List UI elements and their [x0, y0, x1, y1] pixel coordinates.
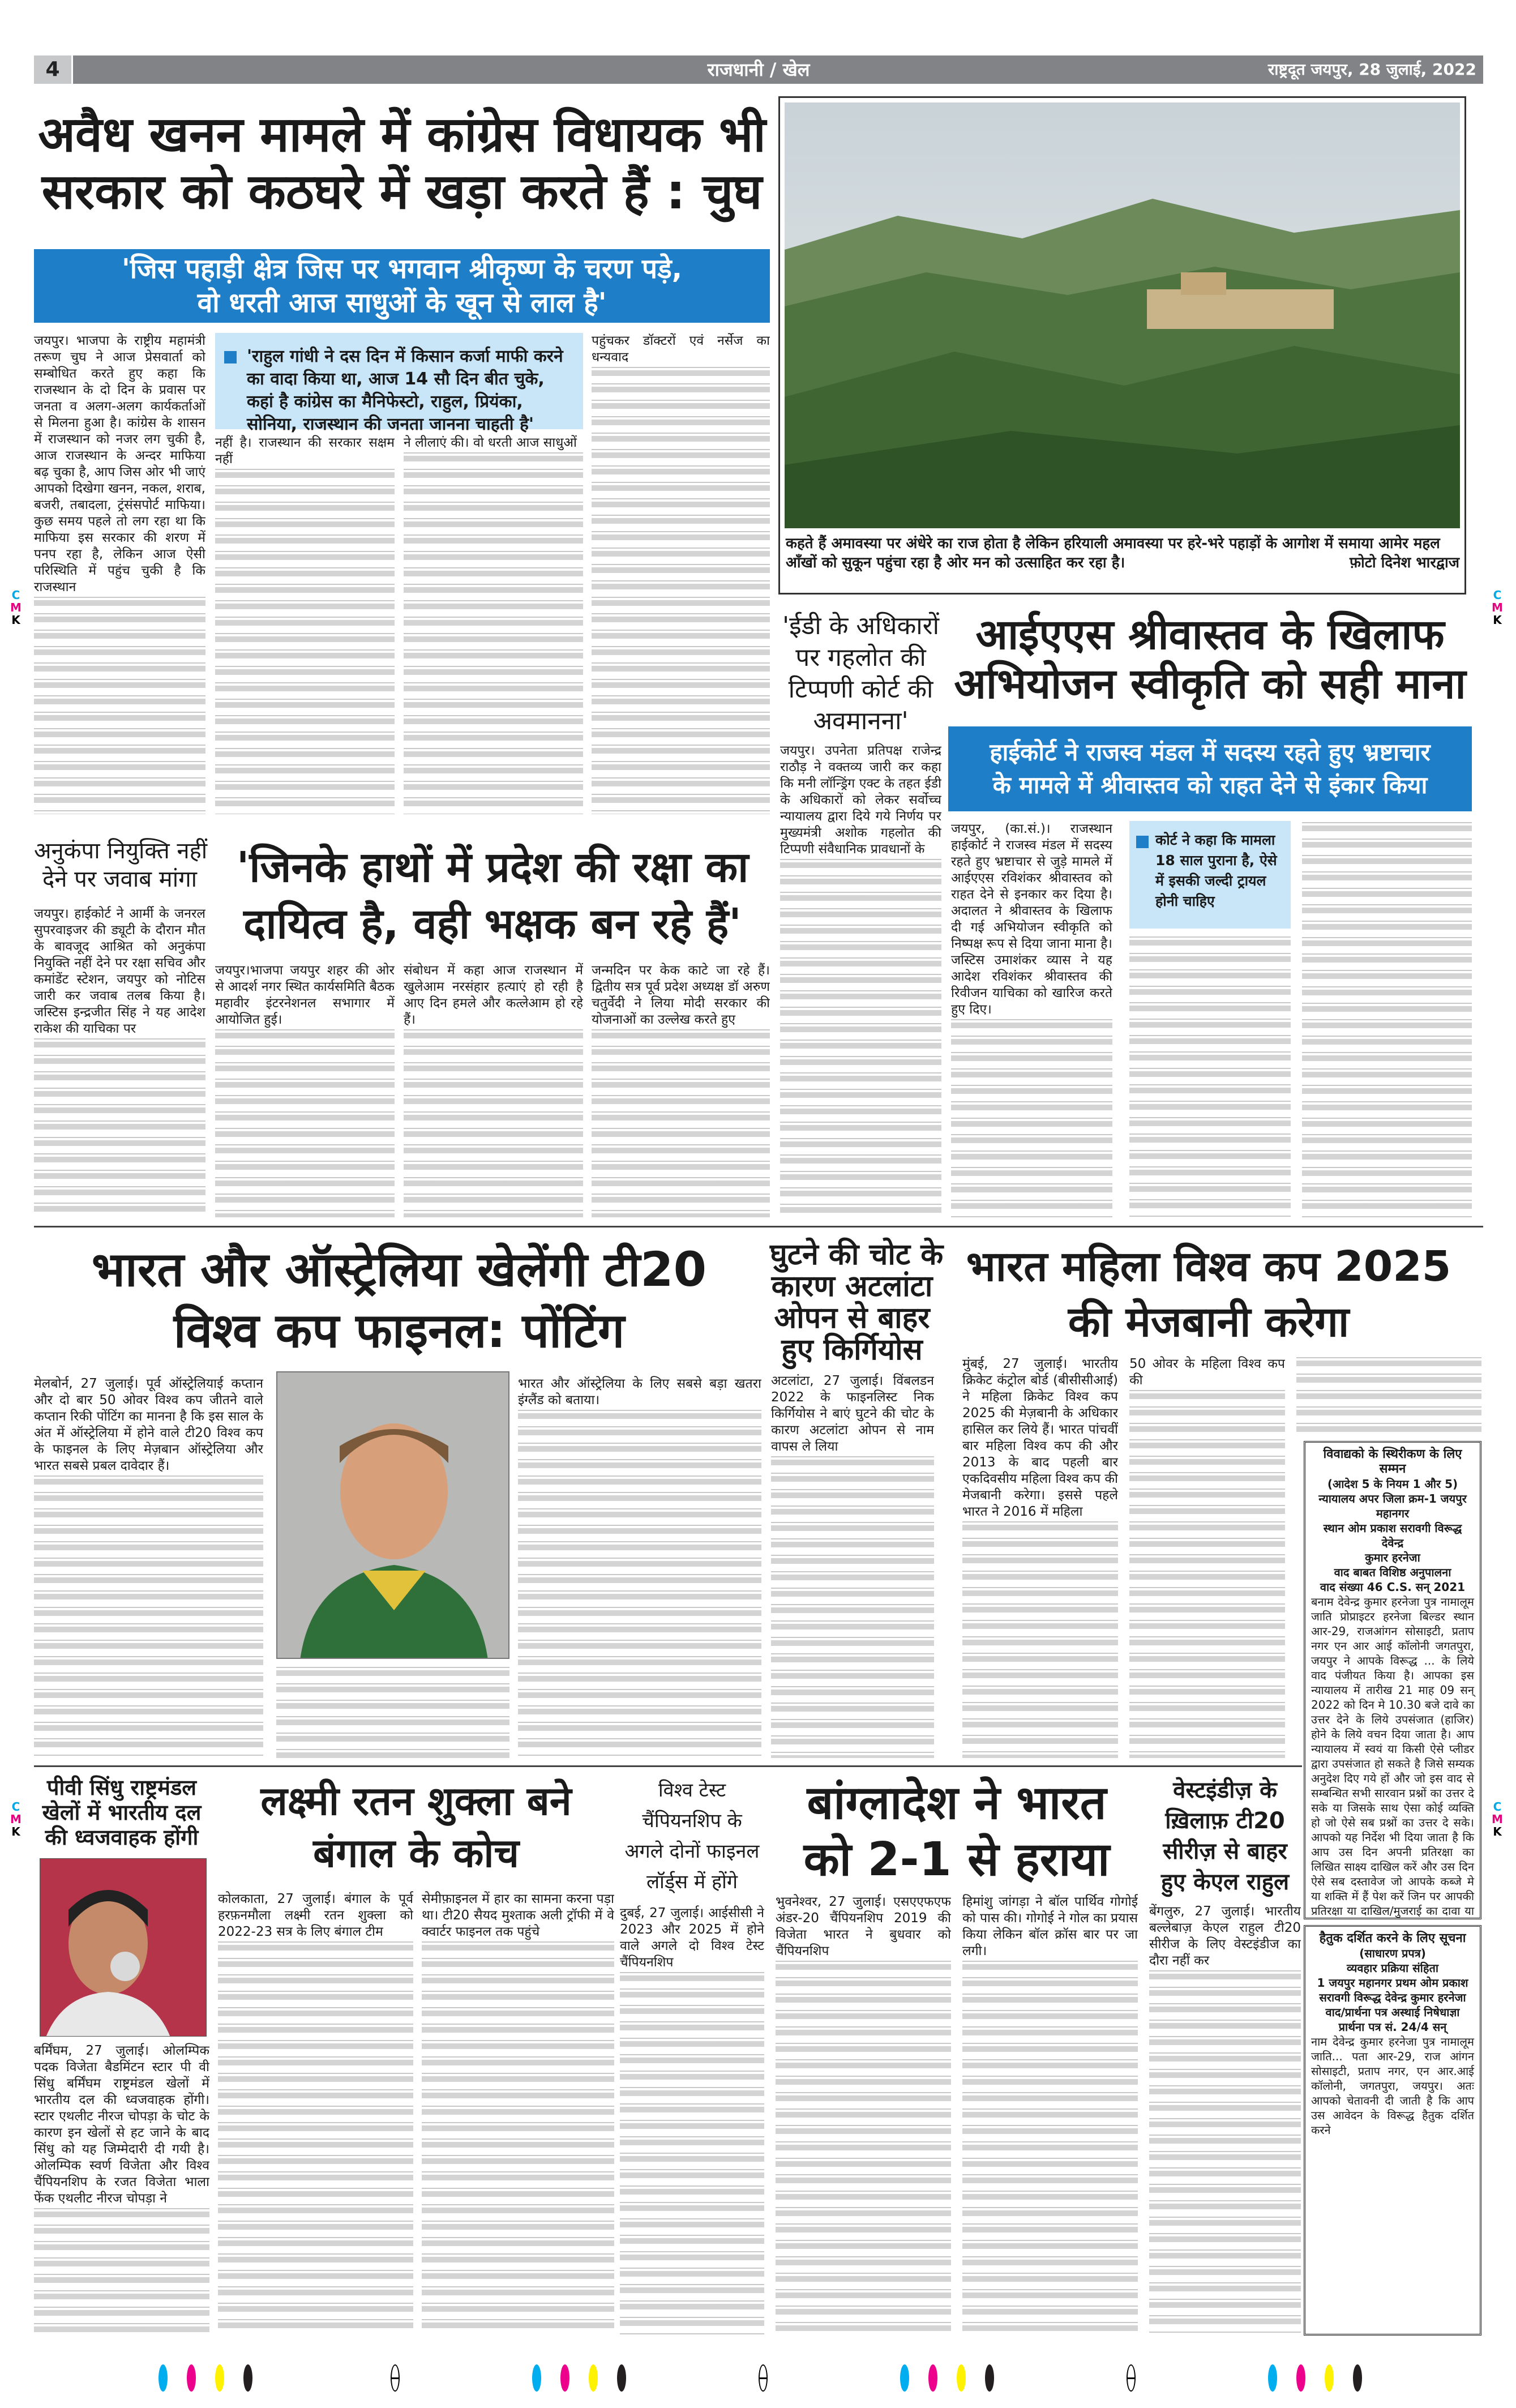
- notice-line: न्यायालय अपर जिला क्रम-1 जयपुर महानगर: [1318, 1492, 1467, 1520]
- headline-line: 'जिनके हाथों में प्रदेश की रक्षा का: [236, 843, 749, 892]
- headline-line: लक्ष्मी रतन शुक्ला बने: [260, 1778, 572, 1824]
- registration-target-icon: [1127, 2364, 1136, 2392]
- body-text-continued: [1129, 936, 1291, 1217]
- page-number: 4: [34, 55, 73, 84]
- bullet-square-icon: [1136, 836, 1149, 848]
- notice-line: वाद/प्रार्थना पत्र अस्थाई निषेधाज्ञा: [1325, 2005, 1460, 2019]
- section-divider: [34, 1226, 1483, 1227]
- sindhu-headline: [34, 1775, 209, 1850]
- body-text-continued: [34, 1038, 205, 1217]
- headline-line: भारत महिला विश्व कप 2025: [966, 1242, 1451, 1291]
- ink-swatch: [617, 2364, 626, 2392]
- body-text: हिमांशु जांगड़ा ने बॉल पार्थिव गोगोई को पास की। गोगोई ने गोल का प्रयास किया लेकिन बॉल क्रॉस बार पर जा लगी।: [962, 1894, 1138, 1958]
- body-text: बर्मिंघम, 27 जुलाई। ओलम्पिक पदक विजेता बैडमिंटन स्टार पी वी सिंधु बर्मिंघम राष्ट्रमंडल खेलों में भारतीय दल की ध्वजवाहक होंगी। स्टार एथलीट नीरज चोपड़ा के चोट के कारण इन खेलों से हट जाने के बाद सिंधु को यह जिम्मेदारी दी गयी है। ओलम्पिक स्वर्ण विजेता और विश्व चैंपियनशिप के रजत विजेता भाला फेंक एथलीट नीरज चोपड़ा ने: [34, 2043, 209, 2206]
- ponting-col-3: [518, 1376, 761, 1758]
- jinke-col-1: [215, 963, 395, 1217]
- notice-body: नाम देवेन्द्र कुमार हरनेजा पुत्र नामालूम जाति... पता आर-29, राज आंगन सोसाइटी, प्रताप नगर, एन आर.आई कॉलोनी, जगतपुरा, जयपुर। अतः आपको चेतावनी दी जाती है कि आप उस आवेदन के विरूद्ध हैतुक दर्शित करने: [1311, 2035, 1474, 2137]
- body-text: भुवनेश्वर, 27 जुलाई। एसएएफएफ अंडर-20 चैंपियनशिप 2019 की विजेता भारत ने बुधवार को चैंपियनशिप: [776, 1894, 951, 1958]
- headline-line: हुए किर्गियोस: [781, 1333, 923, 1367]
- section-divider: [34, 1765, 1302, 1767]
- body-text: नहीं है। राजस्थान की सरकार सक्षम नहीं: [215, 435, 395, 467]
- ink-swatch: [159, 2364, 168, 2392]
- ed-body: [780, 743, 941, 1218]
- cmk-registration-mark: [10, 589, 22, 626]
- banner-line: 'जिस पहाड़ी क्षेत्र जिस पर भगवान श्रीकृष्ण के चरण पड़े,: [121, 253, 683, 285]
- body-text: जन्मदिन पर केक काटे जा रहे हैं। द्वितीय सत्र पूर्व प्रदेश अध्यक्ष डॉ अरुण चतुर्वेदी ने लिया मोदी सरकार की योजनाओं का उल्लेख करते हुए: [592, 963, 770, 1027]
- ias-pull-quote: [1129, 821, 1291, 929]
- chugh-col-4: [592, 333, 770, 814]
- kyrgios-body: [771, 1373, 934, 1758]
- ponting-col-1: [34, 1376, 263, 1758]
- headline-line: कारण अटलांटा: [771, 1269, 933, 1303]
- cmk-letter: C: [11, 588, 20, 602]
- pv-sindhu-portrait: [40, 1859, 207, 2037]
- jinke-headline: [215, 839, 770, 952]
- ias-col-1: [951, 821, 1112, 1217]
- notice-line: (साधारण प्रपत्र): [1359, 1947, 1426, 1960]
- ink-swatch: [1296, 2364, 1305, 2392]
- cmk-letter: M: [10, 601, 22, 614]
- ink-swatch: [957, 2364, 966, 2392]
- wtc-body: [620, 1905, 764, 2334]
- body-text-continued: [776, 1961, 951, 2334]
- body-text-continued: [592, 367, 770, 814]
- ponting-headline: [34, 1239, 764, 1361]
- body-text: मेलबोर्न, 27 जुलाई। पूर्व ऑस्ट्रेलियाई कप्तान और दो बार 50 ओवर विश्व कप जीतने वाले कप्तान रिकी पोंटिंग का मानना है कि इस साल के अंत में ऑस्ट्रेलिया में होने वाले टी20 विश्व कप के फाइनल के लिए मेज़बान ऑस्ट्रेलिया और भारत सबसे प्रबल दावेदार हैं।: [34, 1376, 263, 1473]
- body-text-continued: [34, 1475, 263, 1758]
- pull-quote-text: कोर्ट ने कहा कि मामला 18 साल पुराना है, ऐसे में इसकी जल्दी ट्रायल होनी चाहिए: [1155, 832, 1277, 909]
- body-text-continued: [218, 1941, 413, 2334]
- body-text-continued: [592, 1029, 770, 1217]
- body-text: जयपुर।भाजपा जयपुर शहर की ओर से आदर्श नगर स्थित कार्यसमिति बैठक महावीर इंटरनेशनल सभागार में आयोजित हुई।: [215, 963, 395, 1027]
- anukampa-headline: [34, 837, 208, 893]
- notice-line: कुमार हरनेजा: [1365, 1551, 1420, 1564]
- notice-title: हैतुक दर्शित करने के लिए सूचना: [1319, 1931, 1466, 1945]
- cmk-letter: M: [1492, 1812, 1503, 1826]
- body-text-continued: [962, 1521, 1118, 1758]
- chugh-col-2: [215, 435, 395, 814]
- ias-col-2: [1129, 935, 1291, 1217]
- laxmi-col-1: [218, 1891, 413, 2334]
- ias-col-3: [1302, 821, 1472, 1217]
- ed-headline: [780, 610, 941, 737]
- body-text-continued: [1302, 822, 1472, 1217]
- headline-line: चैंपियनशिप के: [642, 1810, 742, 1832]
- body-text: भारत और ऑस्ट्रेलिया के लिए सबसे बड़ा खतरा इंग्लैंड को बताया।: [518, 1376, 761, 1408]
- headline-line: पीवी सिंधु राष्ट्रमंडल: [46, 1775, 197, 1800]
- body-text: संबोधन में कहा आज राजस्थान में खुलेआम नरसंहार हत्याएं हो रही है आए दिन हमले और कत्लेआम हो रहे हैं।: [404, 963, 583, 1027]
- body-text: जयपुर। उपनेता प्रतिपक्ष राजेन्द्र राठौड़ ने वक्तव्य जारी कर कहा कि मनी लॉन्ड्रिंग एक्ट के तहत ईडी के अधिकारों को लेकर सर्वोच्च न्यायालय द्वारा दिये गये निर्णय पर मुख्यमंत्री अशोक गहलोत की टिप्पणी संवैधानिक प्रावधानों के: [780, 743, 941, 857]
- rahul-headline: [1149, 1775, 1301, 1897]
- headline-line: विश्व कप फाइनल: पोंटिंग: [173, 1303, 625, 1358]
- headline-line: अगले दोनों फाइनल: [624, 1840, 760, 1863]
- legal-notice-show-cause: [1304, 1925, 1481, 2336]
- body-text-continued: [34, 597, 205, 814]
- banner-line: वो धरती आज साधुओं के खून से लाल है': [197, 287, 607, 319]
- ink-swatch: [187, 2364, 196, 2392]
- edition-date: राष्ट्रदूत जयपुर, 28 जुलाई, 2022: [1267, 60, 1476, 79]
- body-text-continued: [1296, 1357, 1481, 1435]
- body-text-continued: [1149, 1970, 1301, 2334]
- headline-line: देने पर जवाब मांगा: [42, 866, 197, 892]
- body-text: जयपुर। हाईकोर्ट ने आर्मी के जनरल सुपरवाइजर की ड्यूटी के दौरान मौत के बावजूद आश्रित को अनुकंपा नियुक्ति नहीं देने पर रक्षा सचिव और कमांडेंट स्टेशन, जयपुर को नोटिस जारी कर जवाब तलब किया है। जस्टिस इन्द्रजीत सिंह ने यह आदेश राकेश की याचिका पर: [34, 906, 205, 1036]
- body-text-continued: [951, 1019, 1112, 1217]
- jinke-col-3: [592, 963, 770, 1217]
- cmk-registration-mark: [10, 1800, 22, 1838]
- cmk-registration-mark: [1492, 589, 1503, 626]
- headline-line: घुटने की चोट के: [770, 1238, 944, 1272]
- headline-line: लॉर्ड्स में होंगे: [646, 1871, 738, 1893]
- rahul-body: [1149, 1904, 1301, 2334]
- body-text: दुबई, 27 जुलाई। आईसीसी ने 2023 और 2025 में होने वाले अगले दो विश्व टेस्ट चैंपियनशिप: [620, 1906, 764, 1970]
- ink-swatch: [928, 2364, 937, 2392]
- body-text-continued: [780, 859, 941, 1218]
- ink-swatch: [1325, 2364, 1334, 2392]
- notice-line: व्यवहार प्रक्रिया संहिता: [1346, 1961, 1439, 1975]
- laxmi-col-2: [422, 1891, 614, 2334]
- notice-line: वाद संख्या 46 C.S. सन् 2021: [1320, 1580, 1466, 1594]
- photo-credit: फ़ोटो दिनेश भारद्वाज: [1350, 554, 1459, 571]
- ink-swatch: [589, 2364, 598, 2392]
- wtc-headline: [620, 1775, 764, 1897]
- body-text: अटलांटा, 27 जुलाई। विंबलडन 2022 के फाइनलिस्ट निक किर्गियोस ने बाएं घुटने की चोट के कारण अटलांटा ओपन से नाम वापस ले लिया: [771, 1374, 934, 1454]
- photo-caption: [786, 534, 1459, 572]
- headline-line: आईएएस श्रीवास्तव के खिलाफ: [975, 610, 1445, 659]
- cmk-letter: K: [1493, 613, 1502, 627]
- bangladesh-col-2: [962, 1894, 1138, 2334]
- headline-line: विश्व टेस्ट: [658, 1779, 726, 1802]
- cmk-letter: M: [1492, 601, 1503, 614]
- jinke-col-2: [404, 963, 583, 1217]
- body-text-continued: [215, 469, 395, 814]
- notice-body: बनाम देवेन्द्र कुमार हरनेजा पुत्र नामालूम जाति प्रोप्राइटर हरनेजा बिल्डर स्थान आर-29, राजआंगन सोसाइटी, प्रताप नगर एन आर आई कॉलोनी जगतपुरा, जयपुर ने आपके विरूद्ध ... के लिये वाद पंजीयत किया है। आपका इस न्यायालय में तारीख 21 माह 09 सन् 2022 को दिन मे 10.30 बजे दावे का उत्तर देने के लिये उपसंजात (हाजिर) होने के लिये वचन दिया जाता है। आप न्यायालय में स्वयं या किसी ऐसे प्लीडर द्वारा उपसंजात हो सकते है जिसे सम्यक अनुदेश दिए गये हों और जो इस वाद से सम्बन्धित सभी सारवान प्रश्नों का उत्तर दे सके या जिसके साथ ऐसा कोई व्यक्ति हो जो ऐसे सब प्रश्नों का उत्तर दे सके। आपको यह निर्देश भी दिया जाता है कि आप उस दिन अपनी प्रतिरक्षा का लिखित साक्ष्य दाखिल करें और उस दिन ऐसे सब दस्तावेज जो आपके कब्जे मे या शक्ति में हैं पेश करें जिन पर आपकी प्रतिरक्षा या दाखिल/मुजराई का दावा या: [1311, 1595, 1474, 1918]
- amer-palace-photo: [785, 102, 1460, 528]
- body-text-continued: [276, 1667, 509, 1758]
- womenwc-col-2: [1129, 1356, 1285, 1758]
- headline-line: बांग्लादेश ने भारत: [807, 1776, 1107, 1830]
- headline-line: टिप्पणी कोर्ट की: [788, 675, 933, 704]
- body-text-continued: [518, 1410, 761, 1758]
- body-text: ने लीलाएं की। वो धरती आज साधुओं: [404, 435, 577, 450]
- kyrgios-headline: [770, 1238, 944, 1367]
- bullet-square-icon: [224, 351, 237, 363]
- headline-line: अभियोजन स्वीकृति को सही माना: [954, 660, 1466, 709]
- headline-line: अवैध खनन मामले में कांग्रेस विधायक भी: [38, 106, 766, 163]
- chugh-banner: [34, 249, 770, 323]
- headline-line: 'ईडी के अधिकारों: [782, 611, 940, 640]
- headline-line: दायित्व है, वही भक्षक बन रहे हैं': [243, 900, 742, 948]
- headline-line: खेलों में भारतीय दल: [42, 1800, 202, 1825]
- womenwc-headline: [945, 1239, 1472, 1350]
- ricky-ponting-portrait: [277, 1372, 509, 1659]
- caption-text: कहते हैं अमावस्या पर अंधेरे का राज होता है लेकिन हरियाली अमावस्या पर हरे-भरे पहाड़ों के आगोश में समाया आमेर महल आँखों को सुकून पहुंचा रहा है ओर मन को उत्साहित कर रहा है।: [786, 535, 1440, 571]
- ink-swatch: [985, 2364, 994, 2392]
- ink-swatch: [1353, 2364, 1362, 2392]
- headline-line: वेस्टइंडीज़ के: [1173, 1777, 1277, 1803]
- registration-target-icon: [759, 2364, 768, 2392]
- headline-line: बंगाल के कोच: [313, 1830, 519, 1876]
- body-text-continued: [422, 1941, 614, 2334]
- body-text-continued: [34, 2208, 209, 2334]
- sindhu-photo: [40, 1858, 207, 2037]
- body-text: मुंबई, 27 जुलाई। भारतीय क्रिकेट कंट्रोल बोर्ड (बीसीसीआई) ने महिला क्रिकेट विश्व कप 2025 की मेज़बानी के अधिकार हासिल कर लिये हैं। भारत पांचवीं बार महिला विश्व कप की और 2013 के बाद पहली बार एकदिवसीय महिला विश्व कप की मेजबानी करेगा। इससे पहले भारत ने 2016 में महिला: [962, 1357, 1118, 1519]
- body-text: जयपुर। भाजपा के राष्ट्रीय महामंत्री तरूण चुघ ने आज प्रेसवार्ता को सम्बोधित करते हुए कहा कि राजस्थान के दो दिन के प्रवास पर जनता व अलग-अलग कार्यकर्ताओं से मिलना हुआ है। कांग्रेस के शासन में राजस्थान को नजर लग चुकी है, आज राजस्थान के अन्दर माफिया बढ़ चुका है, आप जिस ओर भी जाएं आपको दिखेगा खनन, नकल, शराब, बजरी, तबादला, ट्रंसंसपोर्ट माफिया। कुछ समय पहले तो लग रहा था कि माफिया इस सरकार की शरण में पनप रहा है, लेकिन आज ऐसी परिस्थिति में पहुंच चुकी है कि राजस्थान: [34, 333, 205, 594]
- body-text: जयपुर, (का.सं.)। राजस्थान हाईकोर्ट ने राजस्व मंडल में सदस्य रहते हुए भ्रष्टाचार से जुड़े मामले में आईएएस रविशंकर श्रीवास्तव को राहत देने से इनकार कर दिया है। अदालत ने श्रीवास्तव के खिलाफ दी गई अभियोजन स्वीकृति को निष्पक्ष रूप से दिया जाना माना है। जस्टिस उमाशंकर व्यास ने यह आदेश रविशंकर श्रीवास्तव की रिवीजन याचिका को खारिज करते हुए दिए।: [951, 822, 1112, 1017]
- notice-line: (आदेश 5 के नियम 1 और 5): [1327, 1477, 1458, 1491]
- ink-swatch: [1268, 2364, 1277, 2392]
- notice-line: प्रार्थना पत्र सं. 24/4 सन्: [1338, 2020, 1447, 2034]
- cmk-letter: K: [11, 613, 20, 627]
- cmk-registration-mark: [1492, 1800, 1503, 1838]
- headline-line: अनुकंपा नियुक्ति नहीं: [34, 838, 208, 864]
- headline-line: हुए केएल राहुल: [1160, 1869, 1290, 1895]
- sindhu-body: [34, 2043, 209, 2334]
- bangladesh-headline: [773, 1775, 1141, 1888]
- cmk-letter: C: [1493, 588, 1502, 602]
- ink-swatch: [532, 2364, 541, 2392]
- headline-line: पर गहलोत की: [795, 643, 926, 672]
- section-title: राजधानी / खेल: [707, 59, 810, 80]
- body-text: बेंगलुरु, 27 जुलाई। भारतीय बल्लेबाज़ केएल राहुल टी20 सीरीज के लिए वेस्टइंडीज का दौरा नहीं कर: [1149, 1904, 1301, 1968]
- ink-swatch: [560, 2364, 569, 2392]
- bangladesh-col-1: [776, 1894, 951, 2334]
- chugh-col-3: [404, 435, 583, 814]
- ias-banner: [948, 726, 1472, 811]
- ponting-col-2: [276, 1666, 509, 1758]
- chugh-headline: [34, 106, 770, 221]
- chugh-col-1: [34, 333, 205, 814]
- body-text: 50 ओवर के महिला विश्व कप की: [1129, 1357, 1285, 1388]
- womenwc-col-3: [1296, 1356, 1481, 1435]
- ink-swatch: [243, 2364, 252, 2392]
- notice-line: स्थान ओम प्रकाश सरावगी विरूद्ध देवेन्द्र: [1323, 1521, 1462, 1550]
- headline-line: की ध्वजवाहक होंगी: [45, 1825, 199, 1850]
- body-text-continued: [404, 1029, 583, 1217]
- banner-line: के मामले में श्रीवास्तव को राहत देने से इंकार किया: [992, 771, 1428, 799]
- headline-line: अवमानना': [813, 707, 909, 735]
- body-text-continued: [620, 1972, 764, 2334]
- headline-line: सीरीज़ से बाहर: [1163, 1838, 1287, 1864]
- cmk-letter: C: [11, 1800, 20, 1814]
- ink-swatch: [900, 2364, 909, 2392]
- laxmi-headline: [215, 1775, 617, 1879]
- headline-line: को 2-1 से हराया: [803, 1833, 1110, 1887]
- cmk-letter: K: [1493, 1825, 1502, 1838]
- body-text: कोलकाता, 27 जुलाई। बंगाल के पूर्व हरफ़नमौला लक्ष्मी रतन शुक्ला को 2022-23 सत्र के लिए बंगाल टीम: [218, 1892, 413, 1939]
- headline-line: ख़िलाफ़ टी20: [1165, 1808, 1285, 1834]
- photo-frame: [778, 96, 1466, 594]
- banner-line: हाईकोर्ट ने राजस्व मंडल में सदस्य रहते हुए भ्रष्टाचार: [990, 738, 1431, 766]
- cmk-letter: K: [11, 1825, 20, 1838]
- registration-target-icon: [391, 2364, 400, 2392]
- headline-line: की मेजबानी करेगा: [1068, 1298, 1350, 1346]
- body-text-continued: [215, 1029, 395, 1217]
- body-text-continued: [1129, 1390, 1285, 1758]
- anukampa-body: [34, 906, 205, 1217]
- body-text: पहुंचकर डॉक्टरों एवं नर्सेज का धन्यवाद: [592, 333, 770, 365]
- body-text-continued: [962, 1961, 1138, 2334]
- body-text-continued: [404, 452, 583, 814]
- notice-title: विवाद्यको के स्थिरीकण के लिए सम्मन: [1323, 1447, 1462, 1476]
- headline-line: भारत और ऑस्ट्रेलिया खेलेंगी टी20: [91, 1242, 707, 1297]
- page-header: [34, 55, 1483, 84]
- notice-line: 1 जयपुर महानगर प्रथम ओम प्रकाश सरावगी विरूद्ध देवेन्द्र कुमार हरनेजा: [1317, 1976, 1468, 2004]
- pull-quote-text: 'राहुल गांधी ने दस दिन में किसान कर्जा माफी करने का वादा किया था, आज 14 सौ दिन बीत चुके, कहां है कांग्रेस का मैनिफेस्टो, राहुल, प्रियंका, सोनिया, राजस्थान की जनता जानना चाहती है': [247, 347, 563, 434]
- body-text: सेमीफ़ाइनल में हार का सामना करना पड़ा था। टी20 सैयद मुश्ताक अली ट्रॉफी में वे क्वार्टर फाइनल तक पहुंचे: [422, 1892, 614, 1939]
- ias-headline: [948, 610, 1472, 709]
- ponting-photo: [276, 1371, 509, 1659]
- headline-line: ओपन से बाहर: [774, 1301, 930, 1335]
- body-text-continued: [771, 1456, 934, 1758]
- cmk-letter: M: [10, 1812, 22, 1826]
- headline-line: सरकार को कठघरे में खड़ा करते हैं : चुघ: [41, 164, 763, 221]
- chugh-pull-quote: [215, 333, 583, 434]
- notice-line: वाद बाबत विशिष्ठ अनुपालना: [1334, 1566, 1451, 1579]
- womenwc-col-1: [962, 1356, 1118, 1758]
- cmk-letter: C: [1493, 1800, 1502, 1814]
- ink-swatch: [215, 2364, 224, 2392]
- legal-notice-summons: [1304, 1441, 1481, 1919]
